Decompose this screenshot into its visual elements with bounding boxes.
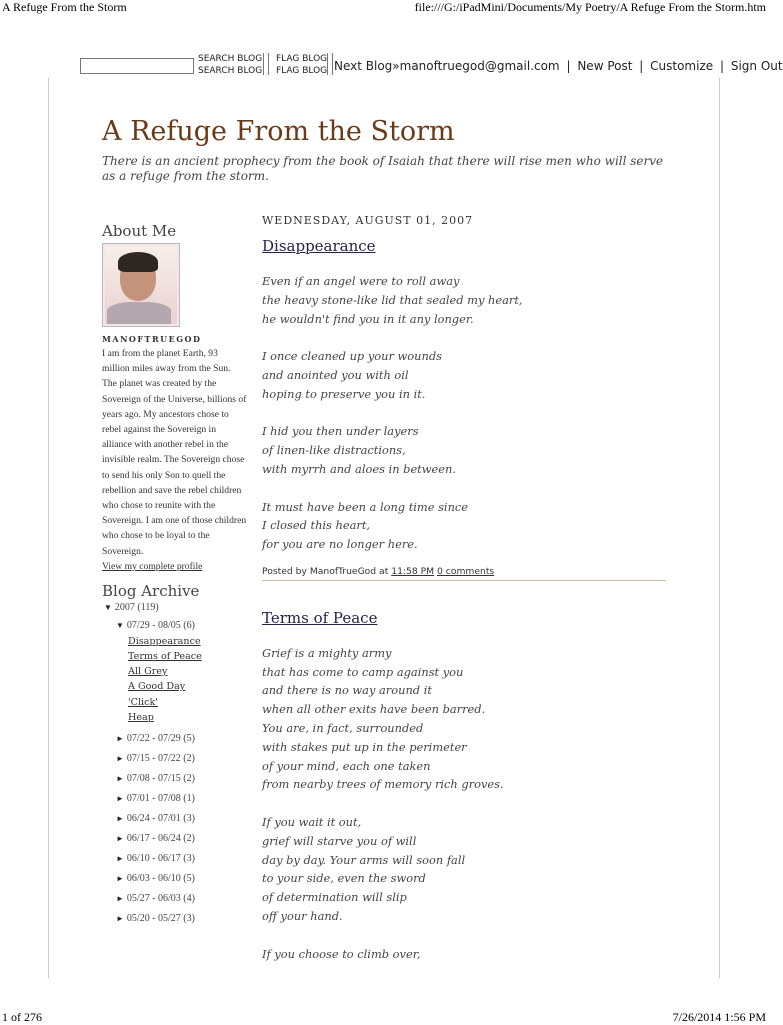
poem-stanza: If you wait it out, grief will starve you of will day by day. Your arms will soon fall to your side, even the sword of determination will slip off your hand. [262,814,466,923]
archive-post-link[interactable]: Terms of Peace [128,651,202,663]
triangle-right-icon[interactable]: ► [116,774,124,784]
print-page-count: 1 of 276 [2,1010,42,1024]
archive-post-link[interactable]: A Good Day [128,681,186,693]
customize-link[interactable]: Customize [650,59,714,73]
poem-stanza: Even if an angel were to roll away the heavy stone-like lid that sealed my heart, he wouldn't find you in it any longer. [262,274,523,326]
nav-links: Next Blog»manoftruegod@gmail.com | New Post | Customize | Sign Out [334,59,783,73]
date-header: WEDNESDAY, AUGUST 01, 2007 [262,214,474,227]
about-me-heading: About Me [102,222,177,240]
post-title-disappearance[interactable]: Disappearance [262,237,376,255]
sidebar [102,222,247,929]
archive-week-item[interactable]: ► 07/08 - 07/15 (2) [116,773,195,785]
poem-stanza: I once cleaned up your wounds and anointed you with oil hoping to preserve you in it. [262,349,442,401]
post-footer: Posted by ManofTrueGod at 11:58 PM 0 comments [262,566,666,581]
print-header-url: file:///G:/iPadMini/Documents/My Poetry/A Refuge From the Storm.htm [414,0,766,14]
print-header-title: A Refuge From the Storm [2,0,127,14]
post-body [262,272,666,554]
triangle-right-icon[interactable]: ► [116,794,124,804]
triangle-right-icon[interactable]: ► [116,874,124,884]
blog-title[interactable]: A Refuge From the Storm [102,116,455,147]
next-blog-link[interactable]: Next Blog»manoftruegod@gmail.com [334,59,560,73]
archive-week-item[interactable]: ► 07/15 - 07/22 (2) [116,753,195,765]
archive-week-item[interactable]: ► 06/10 - 06/17 (3) [116,853,195,865]
archive-week-toggle[interactable]: ▼ 07/29 - 08/05 (6) [116,619,195,631]
post-time-link[interactable]: 11:58 PM [391,565,435,577]
archive-week-item[interactable]: ► 06/03 - 06/10 (5) [116,873,195,885]
triangle-right-icon[interactable]: ► [116,894,124,904]
archive-year-toggle[interactable]: ▼ 2007 (119) [104,601,159,613]
poem-stanza: It must have been a long time since I closed this heart, for you are no longer here. [262,499,469,552]
archive-week-item[interactable]: ► 07/22 - 07/29 (5) [116,733,195,745]
triangle-right-icon[interactable]: ► [116,854,124,864]
archive-week-item[interactable]: ► 06/24 - 07/01 (3) [116,813,195,825]
triangle-right-icon[interactable]: ► [116,914,124,924]
archive-post-link[interactable]: All Grey [128,666,168,678]
profile-bio: I am from the planet Earth, 93 million miles away from the Sun. The planet was created by the Sovereign of the Universe, billions of years ago. My ancestors chose to rebel against the Sovereign in alliance with another rebel in the invisible realm. The Sovereign chose to send his only Son to quell the rebellion and save the rebel children who chose to reunite with the Sovereign. I am one of those children who chose to be loyal to the Sovereign. [102,348,247,557]
archive-post-link[interactable]: 'Click' [128,696,158,708]
blogger-navbar [80,52,783,78]
triangle-down-icon[interactable]: ▼ [104,602,112,612]
blog-archive-heading: Blog Archive [102,581,200,600]
triangle-right-icon[interactable]: ► [116,734,124,744]
archive-week-item[interactable]: ► 05/27 - 06/03 (4) [116,893,195,905]
poem-stanza: If you choose to climb over, [262,946,421,961]
poem-stanza: I hid you then under layers of linen-like distractions, with myrrh and aloes in between. [262,424,456,476]
triangle-right-icon[interactable]: ► [116,834,124,844]
comments-link[interactable]: 0 comments [437,565,495,577]
archive-week-item[interactable]: ► 05/20 - 05/27 (3) [116,913,195,925]
search-input[interactable] [80,58,194,74]
search-blog-button[interactable]: SEARCH BLOG SEARCH BLOG [198,54,263,76]
blog-description: There is an ancient prophecy from the book of Isaiah that there will rise men who will serve as a refuge from the storm. [102,154,664,183]
post-body [262,644,666,964]
archive-week-list [116,729,247,929]
archive-post-list [128,634,247,725]
archive-post-link[interactable]: Heap [128,711,154,723]
main-content [262,214,666,982]
poem-stanza: Grief is a mighty army that has come to camp against you and there is no way around it when all other exits have been barred. You are, in fact, surrounded with stakes put up in the perimeter of your mind, each one taken from nearby trees of memory rich groves. [262,645,504,792]
new-post-link[interactable]: New Post [577,59,633,73]
post-title-terms-of-peace[interactable]: Terms of Peace [262,608,378,627]
archive-week-item[interactable]: ► 06/17 - 06/24 (2) [116,833,195,845]
view-profile-link[interactable]: View my complete profile [102,560,203,572]
avatar[interactable] [102,243,180,327]
sign-out-link[interactable]: Sign Out [730,59,783,73]
triangle-down-icon[interactable]: ▼ [116,620,124,630]
nav-divider [327,53,333,75]
triangle-right-icon[interactable]: ► [116,814,124,824]
profile-username: MANOFTRUEGOD [102,334,202,344]
print-timestamp: 7/26/2014 1:56 PM [672,1010,766,1024]
archive-post-link[interactable]: Disappearance [128,635,201,647]
archive-week-item[interactable]: ► 07/01 - 07/08 (1) [116,793,195,805]
flag-blog-button[interactable]: FLAG BLOG FLAG BLOG [276,54,328,76]
triangle-right-icon[interactable]: ► [116,754,124,764]
nav-divider [263,53,269,75]
